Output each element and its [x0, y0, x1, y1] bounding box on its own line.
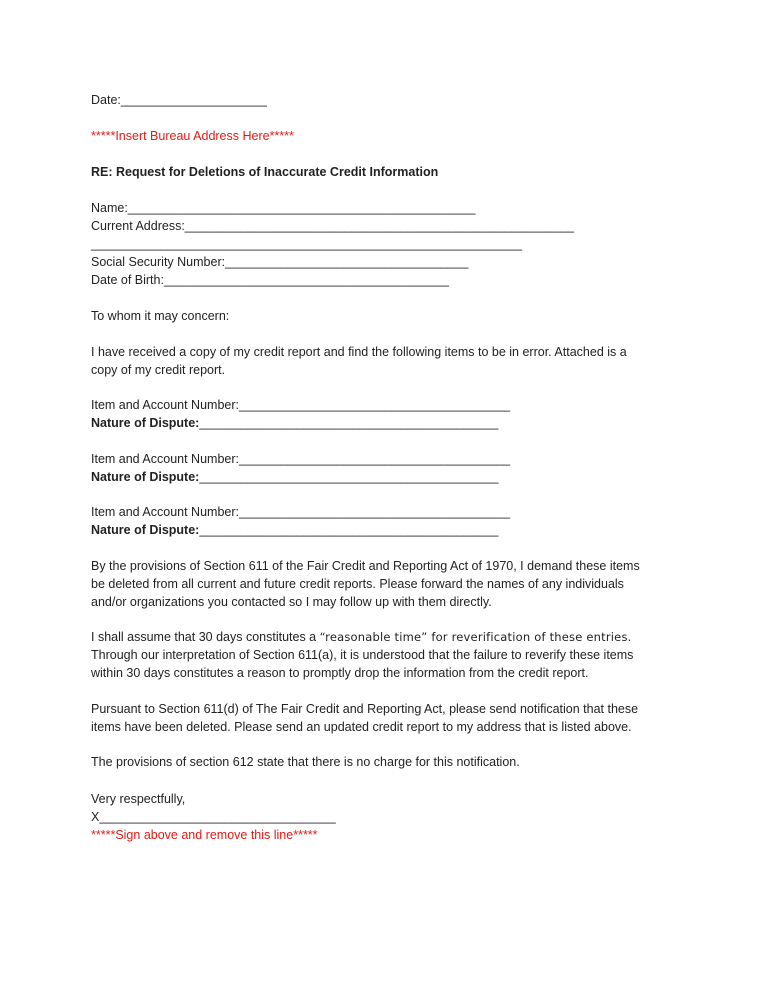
no-charge-line: The provisions of section 612 state that there is no charge for this notification.: [91, 755, 520, 769]
bureau-address-placeholder: *****Insert Bureau Address Here*****: [91, 129, 294, 143]
name-field: Name:__________________________________________________: [91, 201, 476, 215]
dispute-3-item: Item and Account Number:_______________________________________: [91, 505, 511, 519]
current-address-field: Current Address:________________________________________________________: [91, 219, 575, 233]
assume-line-1-end: “reasonable time” for reverification of these entries.: [319, 630, 632, 644]
dispute-3-nature: [91, 521, 498, 539]
dob-field: Date of Birth:_________________________________________: [91, 273, 449, 287]
intro-line-2: copy of my credit report.: [91, 363, 226, 377]
assume-line-3: within 30 days constitutes a reason to promptly drop the information from the credit report.: [91, 666, 589, 680]
dispute-1-item: Item and Account Number:_______________________________________: [91, 398, 511, 412]
dispute-2-nature: [91, 468, 498, 486]
ssn-field: Social Security Number:___________________________________: [91, 255, 469, 269]
subject-line: RE: Request for Deletions of Inaccurate Credit Information: [91, 165, 439, 179]
dispute-1-nature: [91, 414, 498, 432]
assume-line-1: [91, 628, 632, 646]
closing: Very respectfully,: [91, 792, 186, 806]
provisions-line-2: be deleted from all current and future credit reports. Please forward the names of any individuals: [91, 577, 624, 591]
nature-label: Nature of Dispute:: [91, 523, 200, 537]
intro-line-1: I have received a copy of my credit report and find the following items to be in error. Attached is a: [91, 345, 627, 359]
address-continuation-field: ______________________________________________________________: [91, 237, 523, 251]
nature-label: Nature of Dispute:: [91, 416, 200, 430]
assume-line-1-start: I shall assume that 30 days constitutes a: [91, 630, 320, 644]
provisions-line-3: and/or organizations you contacted so I may follow up with them directly.: [91, 595, 492, 609]
nature-blank: ___________________________________________: [199, 523, 499, 537]
sign-instruction: *****Sign above and remove this line*****: [91, 828, 318, 842]
assume-line-2: Through our interpretation of Section 611(a), it is understood that the failure to reverify these items: [91, 648, 634, 662]
salutation: To whom it may concern:: [91, 309, 230, 323]
dispute-2-item: Item and Account Number:_______________________________________: [91, 452, 511, 466]
signature-line: X__________________________________: [91, 810, 336, 824]
pursuant-line-1: Pursuant to Section 611(d) of The Fair Credit and Reporting Act, please send notification that these: [91, 702, 639, 716]
nature-blank: ___________________________________________: [199, 416, 499, 430]
nature-blank: ___________________________________________: [199, 470, 499, 484]
nature-label: Nature of Dispute:: [91, 470, 200, 484]
pursuant-line-2: items have been deleted. Please send an updated credit report to my address that is listed above.: [91, 720, 632, 734]
provisions-line-1: By the provisions of Section 611 of the Fair Credit and Reporting Act of 1970, I demand these items: [91, 559, 640, 573]
date-line: Date:_____________________: [91, 93, 267, 107]
